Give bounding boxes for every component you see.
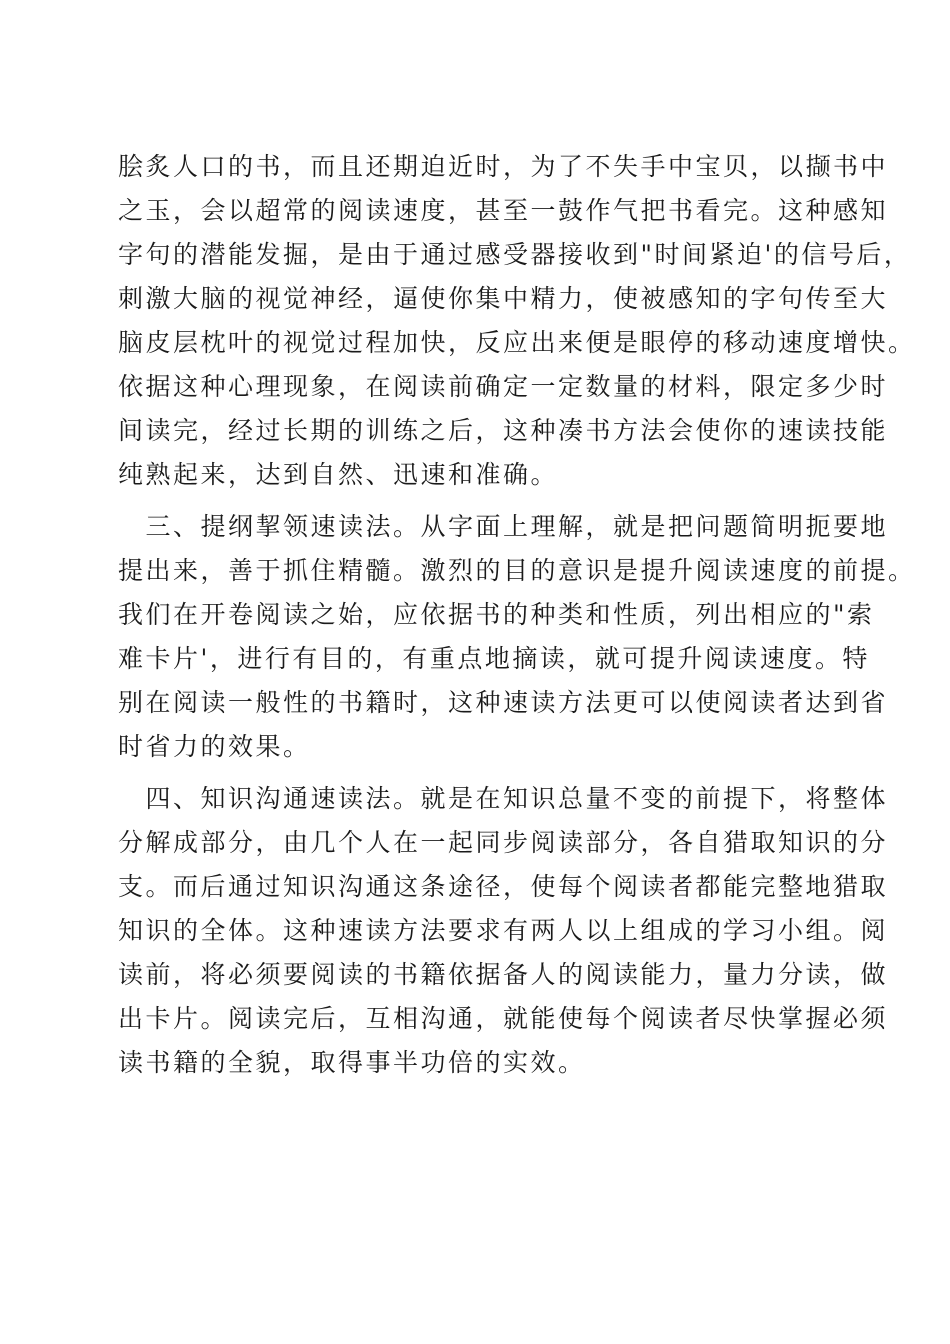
text-line: 脍炙人口的书，而且还期迫近时，为了不失手中宝贝，以撷书中 bbox=[118, 152, 889, 181]
text-line: 读前，将必须要阅读的书籍依据备人的阅读能力，量力分读，做 bbox=[118, 960, 889, 989]
text-line: 别在阅读一般性的书籍时，这种速读方法更可以使阅读者达到省 bbox=[118, 688, 889, 717]
paragraph-gap bbox=[118, 769, 858, 777]
paragraph-gap bbox=[118, 497, 858, 505]
text-line: 时省力的效果。 bbox=[118, 732, 311, 761]
text-line: 支。而后通过知识沟通这条途径，使每个阅读者都能完整地猎取 bbox=[118, 872, 889, 901]
text-line: 四、知识沟通速读法。就是在知识总量不变的前提下，将整体 bbox=[118, 784, 889, 813]
text-line: 刺激大脑的视觉神经，逼使你集中精力，使被感知的字句传至大 bbox=[118, 284, 889, 313]
text-line: 脑皮层枕叶的视觉过程加快，反应出来便是眼停的移动速度增快。 bbox=[118, 328, 916, 357]
document-body bbox=[118, 145, 916, 1085]
paragraph-1 bbox=[118, 145, 916, 497]
text-line: 出卡片。阅读完后，互相沟通，就能使每个阅读者尽快掌握必须 bbox=[118, 1004, 889, 1033]
text-line: 间读完，经过长期的训练之后，这种凑书方法会使你的速读技能 bbox=[118, 416, 889, 445]
text-line: 之玉，会以超常的阅读速度，甚至一鼓作气把书看完。这种感知 bbox=[118, 196, 889, 225]
text-line: 三、提纲挈领速读法。从字面上理解，就是把问题简明扼要地 bbox=[118, 512, 889, 541]
text-line: 读书籍的全貌，取得事半功倍的实效。 bbox=[118, 1048, 586, 1077]
paragraph-3 bbox=[118, 777, 889, 1085]
text-line: 分解成部分，由几个人在一起同步阅读部分，各自猎取知识的分 bbox=[118, 828, 889, 857]
text-line: 依据这种心理现象，在阅读前确定一定数量的材料，限定多少时 bbox=[118, 372, 889, 401]
text-line: 提出来，善于抓住精髓。激烈的目的意识是提升阅读速度的前提。 bbox=[118, 556, 916, 585]
paragraph-2 bbox=[118, 505, 916, 769]
text-line: 难卡片'，进行有目的，有重点地摘读，就可提升阅读速度。特 bbox=[118, 644, 870, 673]
text-line: 我们在开卷阅读之始，应依据书的种类和性质，列出相应的"索 bbox=[118, 600, 875, 629]
text-line: 纯熟起来，达到自然、迅速和准确。 bbox=[118, 460, 559, 489]
text-line: 字句的潜能发掘，是由于通过感受器接收到"时间紧迫'的信号后， bbox=[118, 240, 912, 269]
text-line: 知识的全体。这种速读方法要求有两人以上组成的学习小组。阅 bbox=[118, 916, 889, 945]
